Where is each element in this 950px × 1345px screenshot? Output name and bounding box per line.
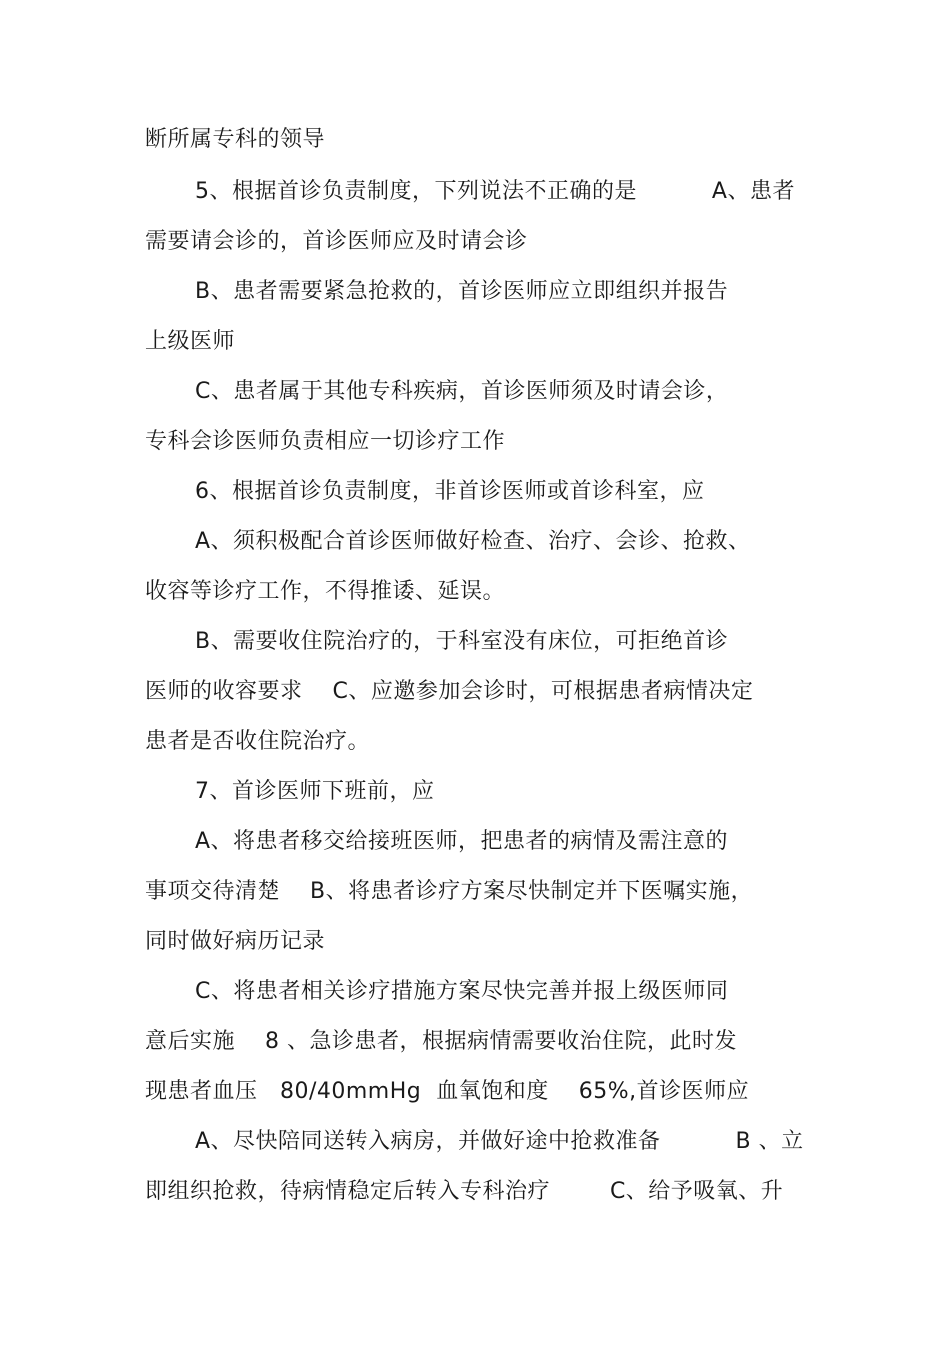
text-line: A、须积极配合首诊医师做好检查、治疗、会诊、抢救、 (195, 529, 751, 554)
text-line: 事项交待清楚 B、将患者诊疗方案尽快制定并下医嘱实施， (145, 879, 754, 904)
text-line: 5、根据首诊负责制度，下列说法不正确的是 A、患者 (195, 179, 795, 204)
text-line: 断所属专科的领导 (145, 127, 326, 152)
text-line: 6、根据首诊负责制度，非首诊医师或首诊科室，应 (195, 479, 705, 504)
text-line: A、尽快陪同送转入病房，并做好途中抢救准备 B 、立 (195, 1129, 804, 1154)
text-line: 医师的收容要求 C、应邀参加会诊时，可根据患者病情决定 (145, 679, 754, 704)
text-line: 需要请会诊的，首诊医师应及时请会诊 (145, 229, 528, 254)
text-line: 7、首诊医师下班前，应 (195, 779, 435, 804)
text-line: 意后实施 8 、急诊患者，根据病情需要收治住院，此时发 (145, 1029, 737, 1054)
text-line: C、将患者相关诊疗措施方案尽快完善并报上级医师同 (195, 979, 729, 1004)
text-line: B、患者需要紧急抢救的，首诊医师应立即组织并报告 (195, 279, 729, 304)
text-line: 收容等诊疗工作，不得推诿、延误。 (145, 579, 506, 604)
text-line: 患者是否收住院治疗。 (145, 729, 371, 754)
text-line: 同时做好病历记录 (145, 929, 326, 954)
text-line: B、需要收住院治疗的，于科室没有床位，可拒绝首诊 (195, 629, 729, 654)
text-line: C、患者属于其他专科疾病，首诊医师须及时请会诊， (195, 379, 729, 404)
text-line: 现患者血压 80/40mmHg 血氧饱和度 65%,首诊医师应 (145, 1079, 750, 1104)
text-line: A、将患者移交给接班医师，把患者的病情及需注意的 (195, 829, 729, 854)
text-line: 即组织抢救，待病情稳定后转入专科治疗 C、给予吸氧、升 (145, 1179, 784, 1204)
text-line: 上级医师 (145, 329, 236, 354)
text-line: 专科会诊医师负责相应一切诊疗工作 (145, 429, 506, 454)
